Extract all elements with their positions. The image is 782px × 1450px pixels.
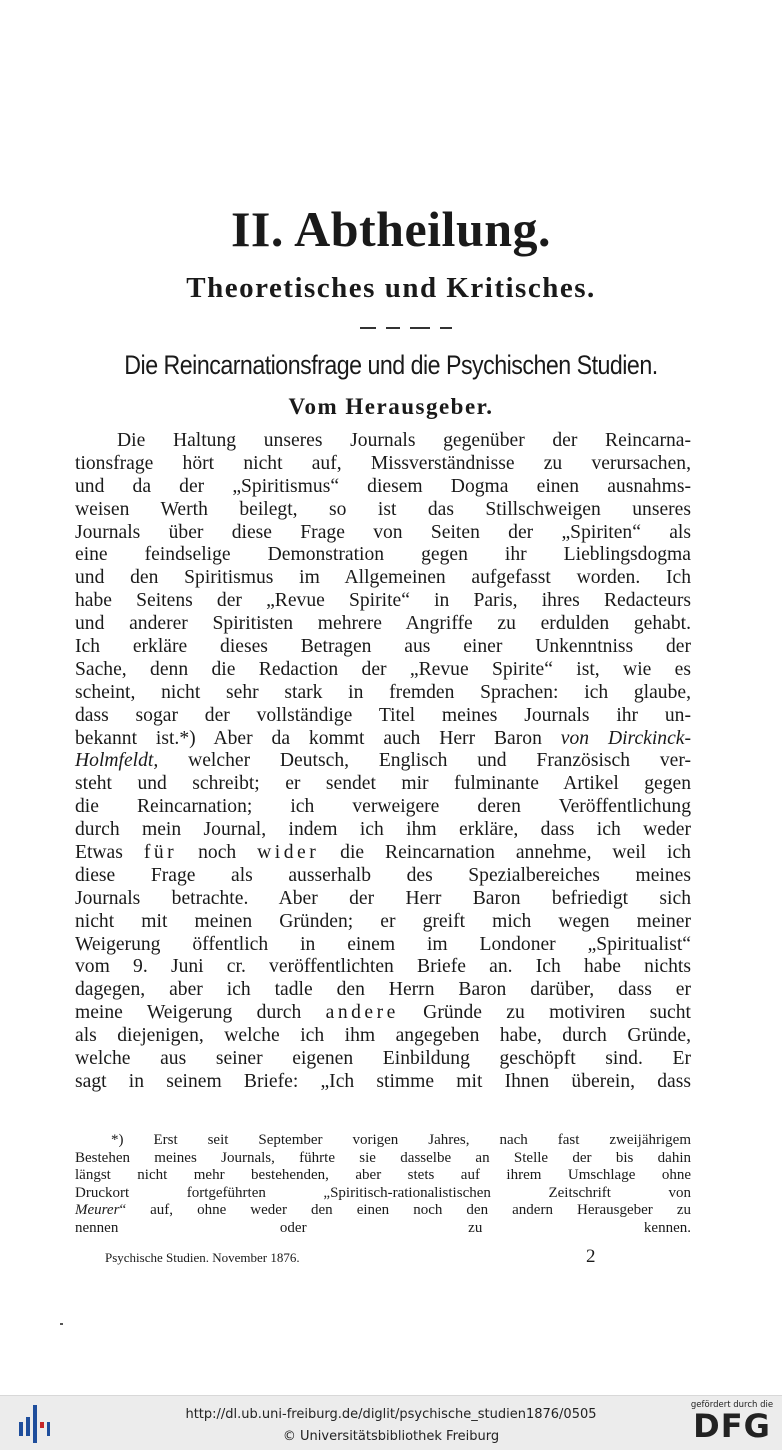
- text-span: *) Erst seit September vorigen Jahres, nach fast zweijährigem: [111, 1132, 691, 1148]
- print-speck: [60, 1323, 63, 1325]
- text-span: sagt in seinem Briefe: „Ich stimme mit Ihnen überein, dass: [75, 1070, 691, 1092]
- text-span: bekannt ist.*) Aber da kommt auch Herr Baron: [75, 727, 561, 749]
- text-line: [75, 750, 691, 773]
- text-line: [75, 956, 691, 979]
- text-line: [75, 1150, 691, 1168]
- text-line: [75, 1071, 691, 1094]
- text-span: Sache, denn die Redaction der „Revue Spirite“ ist, wie es: [75, 658, 691, 680]
- text-span: Ich erkläre dieses Betragen aus einer Unkenntniss der: [75, 636, 691, 658]
- text-line: [75, 659, 691, 682]
- text-line: [75, 1220, 691, 1238]
- text-span: eine feindselige Demonstration gegen ihr Lieblingsdogma: [75, 544, 691, 566]
- text-span: und da der „Spiritismus“ diesem Dogma einen ausnahms-: [75, 475, 691, 497]
- text-span: Journals betrachte. Aber der Herr Baron befriedigt sich: [75, 887, 691, 909]
- text-span: habe Seitens der „Revue Spirite“ in Paris, ihres Redacteurs: [75, 590, 691, 612]
- text-span: Journals über diese Frage von Seiten der „Spiriten“ als: [75, 521, 691, 543]
- text-line: [75, 544, 691, 567]
- text-line: [75, 476, 691, 499]
- text-span: und den Spiritismus im Allgemeinen aufgefasst worden. Ich: [75, 567, 691, 589]
- text-span: welcher Deutsch, Englisch und Französisch ver-: [158, 750, 691, 772]
- text-line: [75, 613, 691, 636]
- article-author: Vom Herausgeber.: [288, 394, 494, 419]
- text-line: [75, 590, 691, 613]
- text-line: [75, 636, 691, 659]
- text-span: nennen oder zu kennen.: [75, 1219, 691, 1236]
- text-line: [75, 1202, 691, 1220]
- text-line: [75, 796, 691, 819]
- section-subtitle: Theoretisches und Kritisches.: [186, 272, 596, 304]
- text-line: [75, 522, 691, 545]
- copyright-notice: © Universitätsbibliothek Freiburg: [282, 1429, 500, 1444]
- text-span: Etwas: [75, 842, 144, 864]
- text-line: [75, 430, 691, 453]
- text-line: [75, 911, 691, 934]
- text-line: [75, 888, 691, 911]
- text-span: durch mein Journal, indem ich ihm erkläre, dass ich weder: [75, 819, 691, 841]
- text-span: die Reincarnation; ich verweigere deren Veröffentlichung: [75, 796, 691, 818]
- text-line: [75, 819, 691, 842]
- text-line: [75, 728, 691, 751]
- text-span: dagegen, aber ich tadle den Herrn Baron darüber, dass er: [75, 979, 691, 1001]
- text-span: und anderer Spiritisten mehrere Angriffe zu erdulden gehabt.: [75, 613, 691, 635]
- text-span: Bestehen meines Journals, führte sie dasselbe an Stelle der bis dahin: [75, 1149, 691, 1166]
- text-span: scheint, nicht sehr stark in fremden Sprachen: ich glaube,: [75, 681, 691, 703]
- text-span: die Reincarnation annehme, weil ich: [319, 842, 691, 864]
- ornament-rule: [360, 327, 452, 330]
- text-span: für: [143, 842, 178, 864]
- text-span: andere: [325, 1002, 399, 1024]
- text-span: als diejenigen, welche ich ihm angegeben habe, durch Gründe,: [75, 1025, 691, 1047]
- text-line: [75, 705, 691, 728]
- text-span: “ auf, ohne weder den einen noch den andern Herausgeber zu: [119, 1202, 691, 1219]
- text-line: [75, 1167, 691, 1185]
- text-line: [75, 453, 691, 476]
- text-line: [75, 1048, 691, 1071]
- text-line: [75, 934, 691, 957]
- text-span: Die Haltung unseres Journals gegenüber der Reincarna-: [117, 430, 691, 451]
- footnote: [75, 1132, 691, 1238]
- text-span: noch: [177, 842, 258, 864]
- document-url-link[interactable]: http://dl.ub.uni-freiburg.de/diglit/psychische_studien1876/0505: [185, 1407, 597, 1422]
- text-span: Weigerung öffentlich in einem im Londoner „Spiritualist“: [75, 933, 691, 955]
- text-line: [75, 1002, 691, 1025]
- text-span: Meurer: [75, 1202, 120, 1219]
- text-span: steht und schreibt; er sendet mir fulminante Artikel gegen: [75, 773, 691, 795]
- text-span: längst nicht mehr bestehenden, aber stets auf ihrem Umschlage ohne: [75, 1167, 691, 1184]
- text-span: meine Weigerung durch: [75, 1002, 326, 1024]
- text-span: weisen Werth beilegt, so ist das Stillschweigen unseres: [75, 498, 691, 520]
- text-line: [75, 865, 691, 888]
- text-span: Holmfeldt,: [75, 750, 159, 772]
- text-span: Gründe zu motiviren sucht: [398, 1002, 691, 1024]
- text-span: welche aus seiner eigenen Einbildung geschöpft sind. Er: [75, 1048, 691, 1070]
- text-span: Druckort fortgeführten „Spiritisch-rationalistischen Zeitschrift von: [75, 1184, 691, 1201]
- text-span: dass sogar der vollständige Titel meines Journals ihr un-: [75, 704, 691, 726]
- text-line: [75, 979, 691, 1002]
- dfg-caption: gefördert durch die: [690, 1400, 774, 1410]
- text-span: von Dirckinck-: [560, 727, 692, 749]
- text-line: [75, 1132, 691, 1150]
- article-title: Die Reincarnationsfrage und die Psychischen Studien.: [124, 350, 658, 380]
- text-span: wider: [257, 842, 320, 864]
- text-line: [75, 499, 691, 522]
- text-line: [75, 1185, 691, 1203]
- dfg-logo-icon[interactable]: DFG: [693, 1407, 771, 1445]
- text-line: [75, 682, 691, 705]
- text-line: [75, 1025, 691, 1048]
- text-line: [75, 842, 691, 865]
- text-span: vom 9. Juni cr. veröffentlichten Briefe an. Ich habe nichts: [75, 956, 691, 978]
- text-span: diese Frage als ausserhalb des Spezialbereiches meines: [75, 864, 691, 886]
- journal-footer: Psychische Studien. November 1876.: [105, 1250, 300, 1265]
- article-body: [75, 430, 691, 1094]
- text-span: nicht mit meinen Gründen; er greift mich wegen meiner: [75, 910, 691, 932]
- page-number: 2: [586, 1246, 596, 1267]
- text-line: [75, 773, 691, 796]
- section-heading: II. Abtheilung.: [230, 201, 552, 257]
- text-line: [75, 567, 691, 590]
- text-span: tionsfrage hört nicht auf, Missverständnisse zu verursachen,: [75, 452, 691, 474]
